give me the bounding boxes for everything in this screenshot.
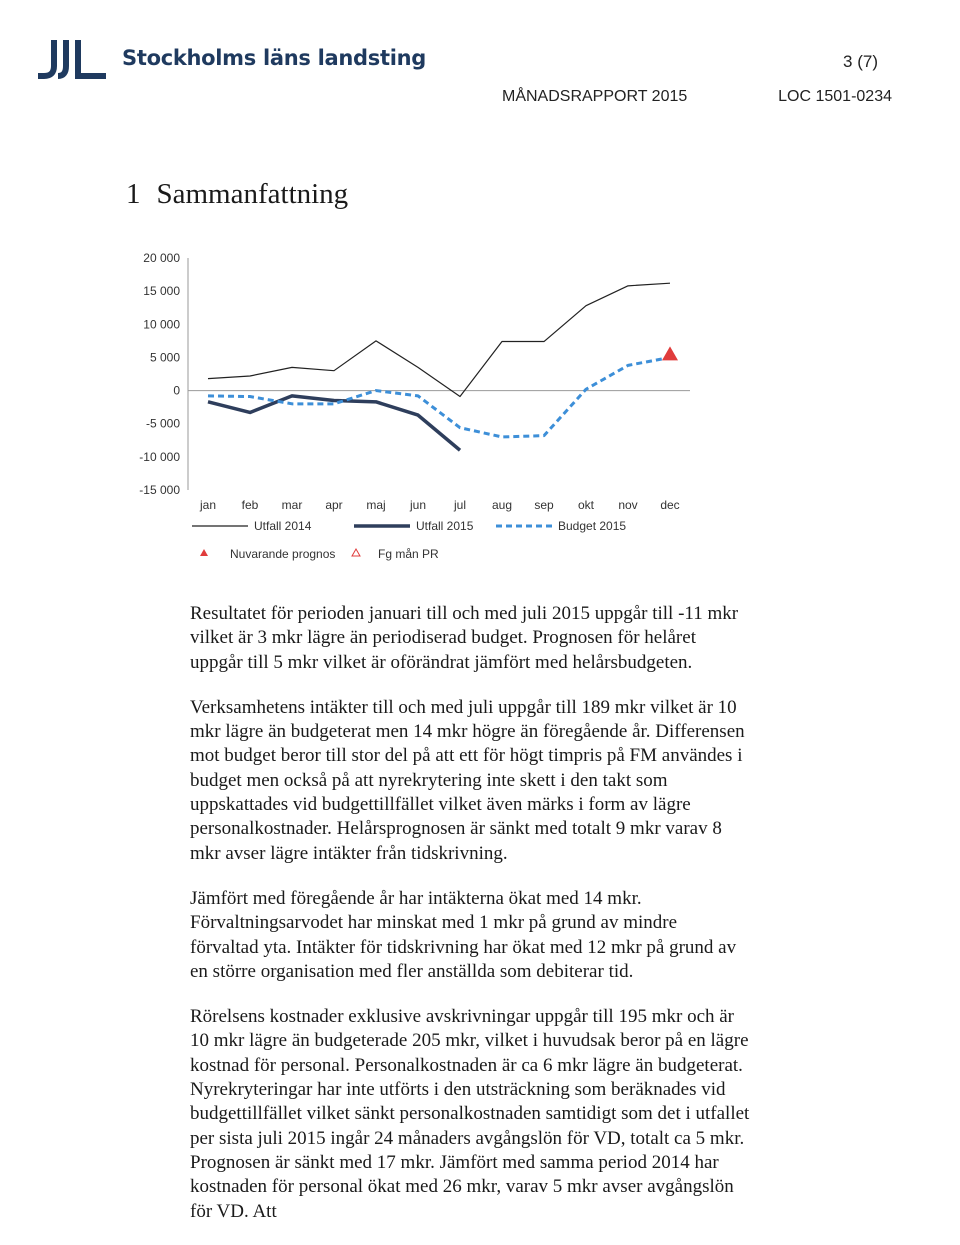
series-line-utfall-2015	[208, 396, 460, 450]
org-name: Stockholms läns landsting	[122, 46, 426, 70]
result-line-chart	[120, 240, 720, 600]
legend-label: Budget 2015	[558, 519, 627, 533]
x-tick-label: feb	[241, 498, 259, 512]
section-number: 1	[126, 178, 141, 210]
x-tick-label: apr	[325, 498, 343, 512]
body-text	[190, 602, 750, 1245]
y-tick-label: -15 000	[139, 483, 180, 497]
paragraph-revenue: Verksamhetens intäkter till och med juli uppgår till 189 mkr vilket är 10 mkr lägre än budgeterat men 14 mkr högre än föregående år. Differensen mot budget beror till stor del på att ett för högt timpris på FM användes i budget men också på att nyrekrytering inte skett i den takt som uppskattades vid budgettillfället vilket även märks i form av lägre personalkostnader. Helårsprognosen är sänkt med totalt 9 mkr varav 8 mkr avser lägre intäkter från tidskrivning.	[190, 696, 745, 864]
x-tick-label: jun	[409, 498, 427, 512]
legend-label: Fg mån PR	[378, 547, 439, 561]
report-code: LOC 1501-0234	[778, 88, 892, 105]
legend-swatch-filled-triangle	[200, 549, 208, 556]
y-tick-label: 15 000	[143, 284, 180, 299]
legend-label: Utfall 2015	[416, 519, 474, 533]
x-tick-label: okt	[577, 498, 595, 512]
page-number: 3 (7)	[843, 52, 878, 71]
legend-label: Nuvarande prognos	[230, 547, 336, 561]
series-line-budget-2015	[208, 357, 670, 437]
sll-logo-icon	[36, 36, 116, 80]
paragraph-costs: Rörelsens kostnader exklusive avskrivningar uppgår till 195 mkr och är 10 mkr lägre än budgeterade 205 mkr, vilket i huvudsak beror på en lägre kostnad för personal. Personalkostnaden är ca 6 mkr lägre än budgeterat. Nyrekryteringar har inte utförts i den utsträckning som beräknades vid budgettillfället vilket sänkt personalkostnaden samtidigt som det i utfallet per sista juli 2015 ingår 24 månaders avgångslön för VD, totalt ca 5 mkr. Prognosen är sänkt med 17 mkr. Jämfört med samma period 2014 har kostnaden för personal ökat med 26 mkr, varav 5 mkr avser avgångslön för VD. Att	[190, 1006, 750, 1222]
legend-label: Utfall 2014	[254, 519, 312, 533]
header-logo	[36, 36, 426, 80]
x-tick-label: maj	[366, 498, 386, 512]
x-tick-label: mar	[281, 498, 303, 512]
x-tick-label: nov	[618, 498, 638, 512]
x-tick-label: jul	[453, 498, 467, 512]
y-tick-label: 5 000	[149, 350, 180, 365]
paragraph-revenue-comparison: Jämfört med föregående år har intäkterna ökat med 14 mkr. Förvaltningsarvodet har minskat med 1 mkr på grund av mindre förvaltad yta. Intäkter för tidskrivning har ökat med 12 mkr på grund av en större organisation med fler anställda som debiterar tid.	[190, 887, 737, 982]
y-tick-label: 20 000	[143, 251, 180, 265]
forecast-marker	[662, 346, 678, 360]
y-tick-label: -5 000	[145, 416, 180, 431]
x-tick-label: aug	[491, 498, 513, 512]
section-heading	[126, 178, 348, 211]
x-tick-label: dec	[660, 498, 680, 512]
paragraph-result: Resultatet för perioden januari till och med juli 2015 uppgår till -11 mkr vilket är 3 mkr lägre än periodiserad budget. Prognosen för helåret uppgår till 5 mkr vilket är oförändrat jämfört med helårsbudgeten.	[190, 603, 739, 673]
x-tick-label: sep	[534, 498, 554, 512]
legend-swatch-hollow-triangle	[352, 549, 360, 556]
y-tick-label: -10 000	[139, 449, 180, 464]
x-tick-label: jan	[199, 498, 217, 512]
y-tick-label: 10 000	[143, 317, 180, 332]
section-title: Sammanfattning	[156, 178, 349, 210]
y-tick-label: 0	[173, 383, 180, 398]
report-title: MÅNADSRAPPORT 2015	[502, 88, 688, 105]
